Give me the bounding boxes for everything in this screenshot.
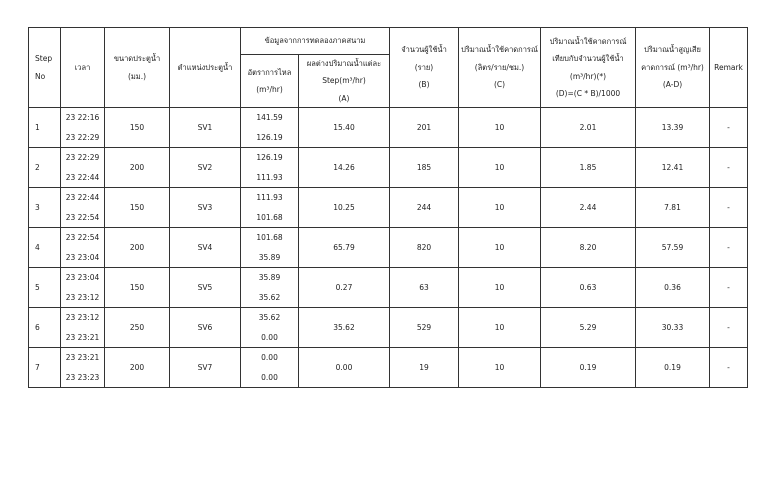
cell-value-diff: 65.79 — [333, 242, 355, 252]
cell-value-usage: 10 — [494, 282, 505, 292]
cell-usage-estimate — [459, 348, 541, 388]
cell-flow-diff — [299, 188, 390, 228]
cell-flow-diff — [299, 108, 390, 148]
cell-value-flow-start: 0.00 — [261, 352, 278, 362]
cell-value-step: 2 — [35, 162, 40, 172]
cell-value-loss: 57.59 — [661, 242, 684, 252]
cell-pipe-size — [105, 348, 170, 388]
cell-loss-estimate — [636, 188, 710, 228]
cell-loss-estimate — [636, 308, 710, 348]
cell-flow-rate — [241, 188, 299, 228]
cell-users — [390, 188, 459, 228]
cell-value-valve: SV3 — [197, 202, 213, 212]
cell-value-remark: - — [727, 322, 730, 332]
cell-value-step: 7 — [35, 362, 40, 372]
cell-valve — [170, 228, 241, 268]
cell-flow-rate — [241, 268, 299, 308]
cell-valve — [170, 188, 241, 228]
cell-value-size: 200 — [129, 162, 145, 172]
table-row — [29, 108, 748, 148]
table-row — [29, 308, 748, 348]
header-users: จำนวนผู้ใช้น้ำ (ราย) (B) — [390, 28, 459, 108]
cell-users — [390, 308, 459, 348]
cell-time — [61, 308, 105, 348]
cell-value-remark: - — [727, 202, 730, 212]
cell-value-usage: 10 — [494, 362, 505, 372]
cell-value-valve: SV2 — [197, 162, 213, 172]
cell-users — [390, 268, 459, 308]
cell-time — [61, 228, 105, 268]
cell-remark — [710, 348, 748, 388]
cell-value-time-end: 23 23:21 — [65, 333, 100, 343]
cell-usage-estimate — [459, 228, 541, 268]
cell-time — [61, 148, 105, 188]
cell-value-users: 185 — [416, 162, 432, 172]
cell-value-users: 529 — [416, 322, 432, 332]
cell-value-step: 1 — [35, 122, 40, 132]
cell-value-time-end: 23 23:23 — [65, 373, 100, 383]
cell-value-step: 5 — [35, 282, 40, 292]
cell-usage-estimate — [459, 268, 541, 308]
cell-value-flow-end: 0.00 — [261, 373, 278, 383]
cell-time — [61, 348, 105, 388]
cell-flow-rate — [241, 108, 299, 148]
cell-step — [29, 188, 61, 228]
cell-time — [61, 268, 105, 308]
cell-remark — [710, 308, 748, 348]
cell-value-users: 820 — [416, 242, 432, 252]
cell-value-diff: 35.62 — [333, 322, 355, 332]
cell-flow-rate — [241, 228, 299, 268]
cell-valve — [170, 108, 241, 148]
cell-value-loss: 12.41 — [661, 162, 684, 172]
cell-value-flow-start: 126.19 — [256, 152, 283, 162]
cell-users — [390, 148, 459, 188]
cell-loss-estimate — [636, 228, 710, 268]
cell-value-d: 8.20 — [579, 242, 597, 252]
cell-value-users: 201 — [416, 122, 432, 132]
cell-remark — [710, 188, 748, 228]
cell-value-loss: 13.39 — [661, 122, 684, 132]
cell-time — [61, 188, 105, 228]
cell-step — [29, 228, 61, 268]
cell-flow-rate — [241, 308, 299, 348]
cell-valve — [170, 348, 241, 388]
cell-time — [61, 108, 105, 148]
header-usage-estimate: ปริมาณน้ำใช้คาดการณ์ (ลิตร/ราย/ชม.) (C) — [459, 28, 541, 108]
cell-value-time-start: 23 23:12 — [65, 312, 100, 322]
cell-value-d: 5.29 — [579, 322, 597, 332]
cell-usage-vs-users — [541, 308, 636, 348]
cell-value-diff: 15.40 — [333, 122, 355, 132]
cell-value-usage: 10 — [494, 242, 505, 252]
cell-usage-vs-users — [541, 228, 636, 268]
cell-value-loss: 7.81 — [664, 202, 681, 212]
cell-value-flow-end: 35.89 — [258, 253, 281, 263]
table-body — [29, 108, 748, 388]
cell-value-time-start: 23 23:04 — [65, 272, 100, 282]
header-flow-diff: ผลต่างปริมาณน้ำแต่ละ Step(m³/hr) (A) — [299, 55, 390, 108]
cell-pipe-size — [105, 148, 170, 188]
cell-pipe-size — [105, 188, 170, 228]
cell-usage-estimate — [459, 308, 541, 348]
header-loss-estimate: ปริมาณน้ำสูญเสีย คาดการณ์ (m³/hr) (A-D) — [636, 28, 710, 108]
cell-value-time-end: 23 22:54 — [65, 213, 100, 223]
cell-flow-diff — [299, 148, 390, 188]
cell-value-time-start: 23 22:29 — [65, 152, 100, 162]
cell-usage-vs-users — [541, 348, 636, 388]
cell-value-flow-end: 111.93 — [256, 173, 283, 183]
cell-value-remark: - — [727, 122, 730, 132]
cell-usage-vs-users — [541, 148, 636, 188]
cell-value-time-end: 23 23:12 — [65, 293, 100, 303]
cell-loss-estimate — [636, 148, 710, 188]
cell-value-step: 6 — [35, 322, 40, 332]
cell-value-loss: 0.36 — [664, 282, 681, 292]
header-field-data: ข้อมูลจากการทดลองภาคสนาม — [241, 28, 390, 55]
cell-flow-rate — [241, 348, 299, 388]
cell-step — [29, 148, 61, 188]
cell-usage-estimate — [459, 188, 541, 228]
cell-value-d: 2.44 — [579, 202, 597, 212]
cell-value-flow-start: 35.89 — [258, 272, 281, 282]
cell-remark — [710, 228, 748, 268]
cell-value-remark: - — [727, 162, 730, 172]
header-step: Step No — [29, 28, 61, 108]
cell-value-size: 150 — [129, 122, 145, 132]
header-time: เวลา — [61, 28, 105, 108]
cell-value-time-start: 23 22:54 — [65, 232, 100, 242]
cell-pipe-size — [105, 108, 170, 148]
cell-usage-estimate — [459, 108, 541, 148]
cell-value-d: 0.19 — [579, 362, 597, 372]
cell-step — [29, 308, 61, 348]
cell-value-flow-end: 126.19 — [256, 133, 283, 143]
cell-value-flow-end: 101.68 — [256, 213, 283, 223]
cell-loss-estimate — [636, 348, 710, 388]
cell-value-loss: 30.33 — [661, 322, 684, 332]
cell-value-size: 150 — [129, 282, 145, 292]
cell-pipe-size — [105, 268, 170, 308]
cell-valve — [170, 148, 241, 188]
cell-valve — [170, 308, 241, 348]
step-test-table — [28, 27, 748, 388]
cell-value-valve: SV4 — [197, 242, 213, 252]
cell-value-time-start: 23 22:44 — [65, 192, 100, 202]
cell-remark — [710, 148, 748, 188]
header-remark: Remark — [710, 28, 748, 108]
cell-value-size: 150 — [129, 202, 145, 212]
cell-step — [29, 268, 61, 308]
cell-pipe-size — [105, 308, 170, 348]
cell-value-valve: SV7 — [197, 362, 213, 372]
cell-flow-diff — [299, 348, 390, 388]
cell-step — [29, 108, 61, 148]
cell-value-loss: 0.19 — [664, 362, 681, 372]
cell-remark — [710, 268, 748, 308]
cell-value-size: 250 — [129, 322, 145, 332]
cell-value-flow-end: 35.62 — [258, 293, 281, 303]
cell-valve — [170, 268, 241, 308]
table-row — [29, 348, 748, 388]
cell-value-flow-start: 111.93 — [256, 192, 283, 202]
table-row — [29, 148, 748, 188]
cell-value-diff: 0.27 — [335, 282, 353, 292]
cell-flow-diff — [299, 228, 390, 268]
cell-value-users: 63 — [419, 282, 429, 292]
cell-value-flow-start: 35.62 — [258, 312, 281, 322]
cell-value-size: 200 — [129, 242, 145, 252]
cell-value-time-end: 23 22:29 — [65, 133, 100, 143]
cell-value-usage: 10 — [494, 202, 505, 212]
cell-value-time-start: 23 22:16 — [65, 112, 100, 122]
cell-value-diff: 0.00 — [335, 362, 353, 372]
cell-pipe-size — [105, 228, 170, 268]
cell-value-time-start: 23 23:21 — [65, 352, 100, 362]
cell-value-usage: 10 — [494, 162, 505, 172]
cell-users — [390, 108, 459, 148]
cell-value-d: 2.01 — [579, 122, 597, 132]
cell-value-diff: 10.25 — [333, 202, 355, 212]
cell-usage-vs-users — [541, 268, 636, 308]
cell-remark — [710, 108, 748, 148]
cell-value-d: 0.63 — [579, 282, 597, 292]
cell-flow-diff — [299, 308, 390, 348]
cell-usage-vs-users — [541, 108, 636, 148]
cell-value-remark: - — [727, 362, 730, 372]
cell-value-valve: SV5 — [197, 282, 213, 292]
table-row — [29, 228, 748, 268]
cell-usage-vs-users — [541, 188, 636, 228]
cell-usage-estimate — [459, 148, 541, 188]
header-pipe-size: ขนาดประตูน้ำ (มม.) — [105, 28, 170, 108]
cell-value-usage: 10 — [494, 322, 505, 332]
cell-value-diff: 14.26 — [333, 162, 355, 172]
cell-value-flow-start: 141.59 — [256, 112, 283, 122]
cell-users — [390, 228, 459, 268]
cell-value-users: 19 — [419, 362, 429, 372]
cell-value-d: 1.85 — [579, 162, 597, 172]
cell-step — [29, 348, 61, 388]
cell-value-remark: - — [727, 282, 730, 292]
cell-value-time-end: 23 22:44 — [65, 173, 100, 183]
cell-value-size: 200 — [129, 362, 145, 372]
table-row — [29, 188, 748, 228]
cell-value-users: 244 — [416, 202, 432, 212]
cell-users — [390, 348, 459, 388]
cell-value-usage: 10 — [494, 122, 505, 132]
cell-loss-estimate — [636, 108, 710, 148]
cell-value-remark: - — [727, 242, 730, 252]
cell-value-valve: SV1 — [197, 122, 213, 132]
cell-flow-rate — [241, 148, 299, 188]
cell-value-step: 4 — [35, 242, 40, 252]
cell-value-flow-start: 101.68 — [256, 232, 283, 242]
table-row — [29, 268, 748, 308]
header-flow-rate: อัตราการไหล (m³/hr) — [241, 55, 299, 108]
cell-value-flow-end: 0.00 — [261, 333, 278, 343]
cell-value-step: 3 — [35, 202, 40, 212]
cell-flow-diff — [299, 268, 390, 308]
cell-loss-estimate — [636, 268, 710, 308]
header-valve-position: ตำแหน่งประตูน้ำ — [170, 28, 241, 108]
cell-value-time-end: 23 23:04 — [65, 253, 100, 263]
cell-value-valve: SV6 — [197, 322, 213, 332]
header-usage-vs-users: ปริมาณน้ำใช้คาดการณ์ เทียบกับจำนวนผู้ใช้น้ำ (m³/hr)(*) (D)=(C * B)/1000 — [541, 28, 636, 108]
